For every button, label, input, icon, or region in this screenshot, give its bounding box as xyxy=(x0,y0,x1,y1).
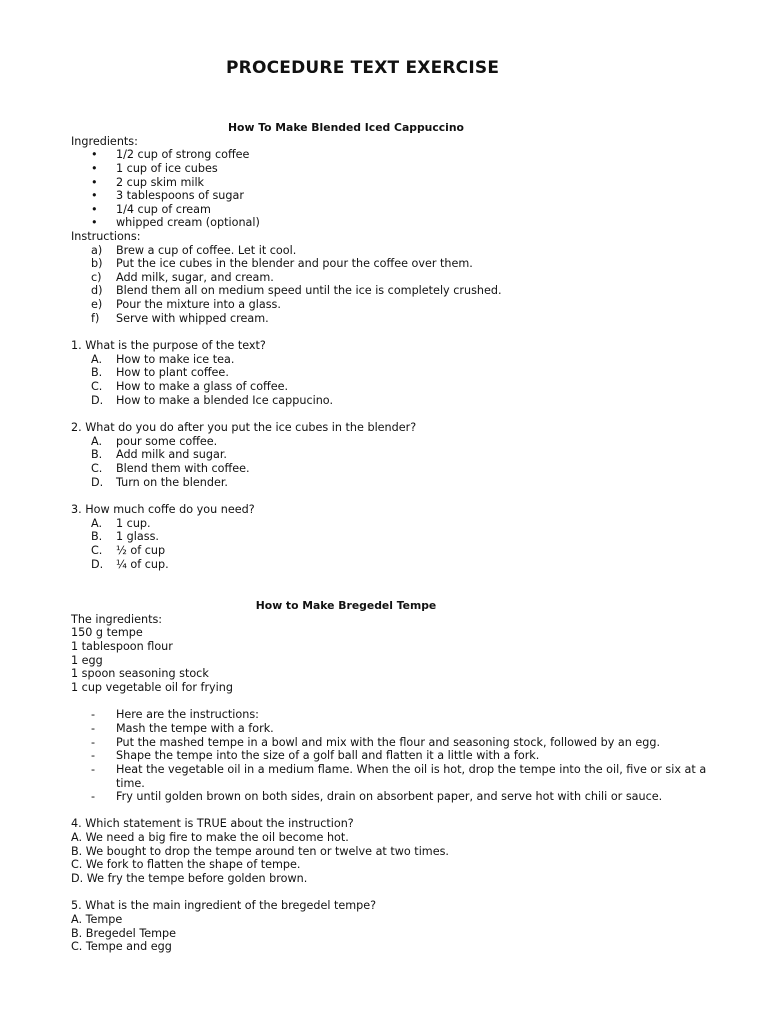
list-item: A. Tempe xyxy=(71,913,123,926)
recipe1-heading: How To Make Blended Iced Cappuccino xyxy=(228,121,464,134)
recipe1-ingredients-label: Ingredients: xyxy=(71,135,138,148)
dash-marker: - xyxy=(91,736,96,749)
dash-marker: - xyxy=(91,790,96,803)
list-item: 1 spoon seasoning stock xyxy=(71,667,209,680)
dash-marker: - xyxy=(91,708,96,721)
bullet-marker: • xyxy=(91,148,98,161)
list-item: 1 egg xyxy=(71,654,103,667)
list-item: D. We fry the tempe before golden brown. xyxy=(71,872,308,885)
list-item: C. We fork to flatten the shape of tempe. xyxy=(71,858,301,871)
list-item: 1 tablespoon flour xyxy=(71,640,173,653)
dash-marker: - xyxy=(91,749,96,762)
question-4: 4. Which statement is TRUE about the instruction? xyxy=(71,817,354,830)
bullet-marker: • xyxy=(91,189,98,202)
list-item: B. We bought to drop the tempe around ten or twelve at two times. xyxy=(71,845,449,858)
list-item: C. Tempe and egg xyxy=(71,940,172,953)
list-item: 1 cup vegetable oil for frying xyxy=(71,681,233,694)
dash-marker: - xyxy=(91,763,96,776)
question-2: 2. What do you do after you put the ice cubes in the blender? xyxy=(71,421,417,434)
recipe2-ingredients-label: The ingredients: xyxy=(71,613,163,626)
bullet-marker: • xyxy=(91,216,98,229)
recipe1-instructions-label: Instructions: xyxy=(71,230,141,243)
bullet-marker: • xyxy=(91,176,98,189)
recipe2-heading: How to Make Bregedel Tempe xyxy=(255,599,437,612)
question-3: 3. How much coffe do you need? xyxy=(71,503,255,516)
list-item: A. We need a big fire to make the oil become hot. xyxy=(71,831,349,844)
list-item: B. Bregedel Tempe xyxy=(71,927,177,940)
bullet-marker: • xyxy=(91,203,98,216)
page-title: PROCEDURE TEXT EXERCISE xyxy=(226,58,500,78)
dash-marker: - xyxy=(91,722,96,735)
question-1: 1. What is the purpose of the text? xyxy=(71,339,266,352)
question-5: 5. What is the main ingredient of the bregedel tempe? xyxy=(71,899,377,912)
list-item: 150 g tempe xyxy=(71,626,143,639)
bullet-marker: • xyxy=(91,162,98,175)
